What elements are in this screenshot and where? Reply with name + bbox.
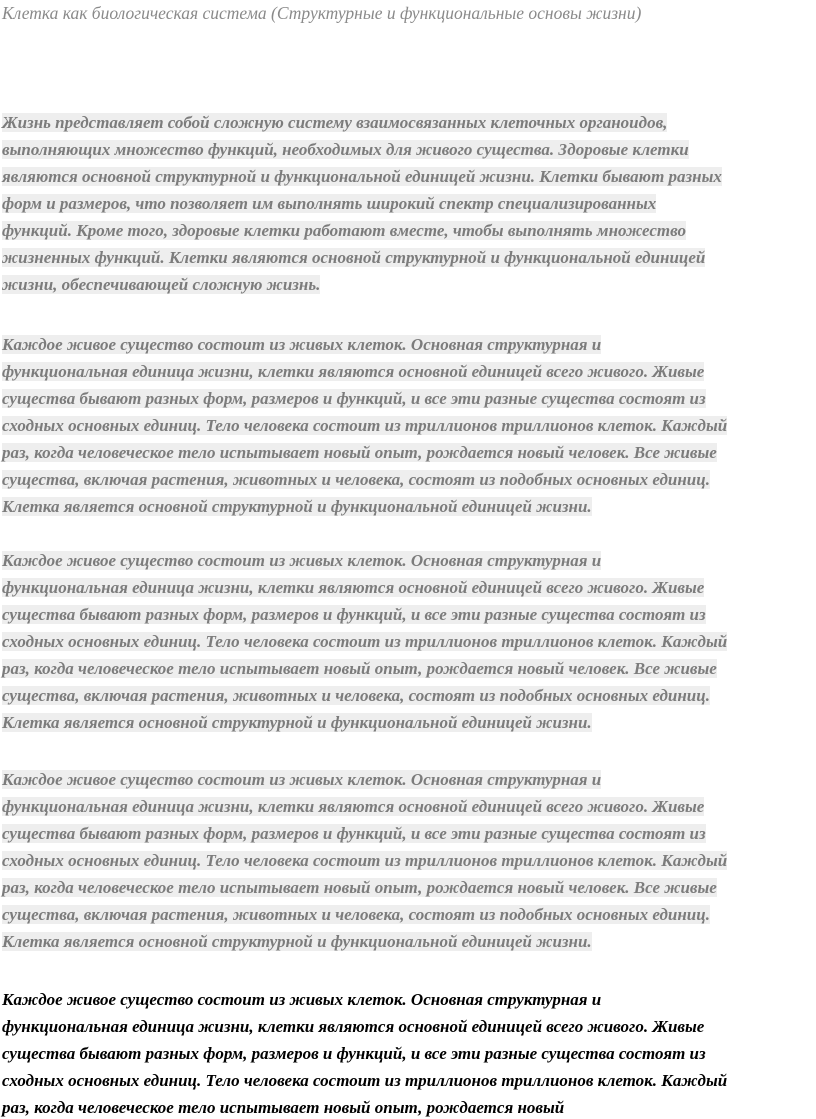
paragraph-line: жизни, обеспечивающей сложную жизнь.	[2, 275, 321, 294]
paragraph-line: раз, когда человеческое тело испытывает новый опыт, рождается новый человек. Все живые	[2, 878, 717, 897]
paragraph-line: являются основной структурной и функциональной единицей жизни. Клетки бывают разных	[2, 167, 722, 186]
paragraph-line: существа, включая растения, животных и человека, состоят из подобных основных единиц.	[2, 905, 710, 924]
paragraph-line: Клетка является основной структурной и функциональной единицей жизни.	[2, 497, 592, 516]
paragraph-line: существа бывают разных форм, размеров и функций, и все эти разные существа состоят из	[2, 389, 706, 408]
paragraph-line: сходных основных единиц. Тело человека состоит из триллионов триллионов клеток. Каждый	[2, 632, 728, 651]
paragraph-1	[2, 109, 814, 298]
paragraph-line: Каждое живое существо состоит из живых клеток. Основная структурная и	[2, 335, 602, 354]
paragraph-line: выполняющих множество функций, необходимых для живого существа. Здоровые клетки	[2, 140, 689, 159]
paragraph-5	[2, 986, 814, 1119]
paragraph-line: существа, включая растения, животных и человека, состоят из подобных основных единиц.	[2, 686, 710, 705]
paragraph-line: форм и размеров, что позволяет им выполнять широкий спектр специализированных	[2, 194, 657, 213]
paragraph-line: сходных основных единиц. Тело человека состоит из триллионов триллионов клеток. Каждый	[2, 1071, 728, 1090]
paragraph-line: существа бывают разных форм, размеров и функций, и все эти разные существа состоят из	[2, 824, 706, 843]
paragraph-3	[2, 547, 814, 736]
paragraph-4	[2, 766, 814, 955]
document-title: Клетка как биологическая система (Структурные и функциональные основы жизни)	[2, 3, 642, 23]
paragraph-line: раз, когда человеческое тело испытывает новый опыт, рождается новый человек. Все живые	[2, 659, 717, 678]
paragraph-line: раз, когда человеческое тело испытывает новый опыт, рождается новый человек. Все живые	[2, 443, 717, 462]
paragraph-line: существа бывают разных форм, размеров и функций, и все эти разные существа состоят из	[2, 605, 706, 624]
paragraph-line: существа бывают разных форм, размеров и функций, и все эти разные существа состоят из	[2, 1044, 706, 1063]
paragraph-line: существа, включая растения, животных и человека, состоят из подобных основных единиц.	[2, 470, 710, 489]
paragraph-line: сходных основных единиц. Тело человека состоит из триллионов триллионов клеток. Каждый	[2, 416, 728, 435]
paragraph-line: Каждое живое существо состоит из живых клеток. Основная структурная и	[2, 551, 602, 570]
paragraph-line: функциональная единица жизни, клетки являются основной единицей всего живого. Живые	[2, 797, 705, 816]
paragraph-line: Клетка является основной структурной и функциональной единицей жизни.	[2, 932, 592, 951]
paragraph-line: сходных основных единиц. Тело человека состоит из триллионов триллионов клеток. Каждый	[2, 851, 728, 870]
paragraph-line: Жизнь представляет собой сложную систему взаимосвязанных клеточных органоидов,	[2, 113, 668, 132]
paragraph-line: раз, когда человеческое тело испытывает новый опыт, рождается новый	[2, 1098, 565, 1117]
paragraph-line: функциональная единица жизни, клетки являются основной единицей всего живого. Живые	[2, 362, 705, 381]
paragraph-line: Каждое живое существо состоит из живых клеток. Основная структурная и	[2, 770, 602, 789]
paragraph-line: жизненных функций. Клетки являются основной структурной и функциональной единицей	[2, 248, 706, 267]
paragraph-line: Каждое живое существо состоит из живых клеток. Основная структурная и	[2, 990, 602, 1009]
paragraph-line: функций. Кроме того, здоровые клетки работают вместе, чтобы выполнять множество	[2, 221, 687, 240]
paragraph-2	[2, 331, 814, 520]
paragraph-line: функциональная единица жизни, клетки являются основной единицей всего живого. Живые	[2, 578, 705, 597]
paragraph-line: Клетка является основной структурной и функциональной единицей жизни.	[2, 713, 592, 732]
paragraph-line: функциональная единица жизни, клетки являются основной единицей всего живого. Живые	[2, 1017, 705, 1036]
